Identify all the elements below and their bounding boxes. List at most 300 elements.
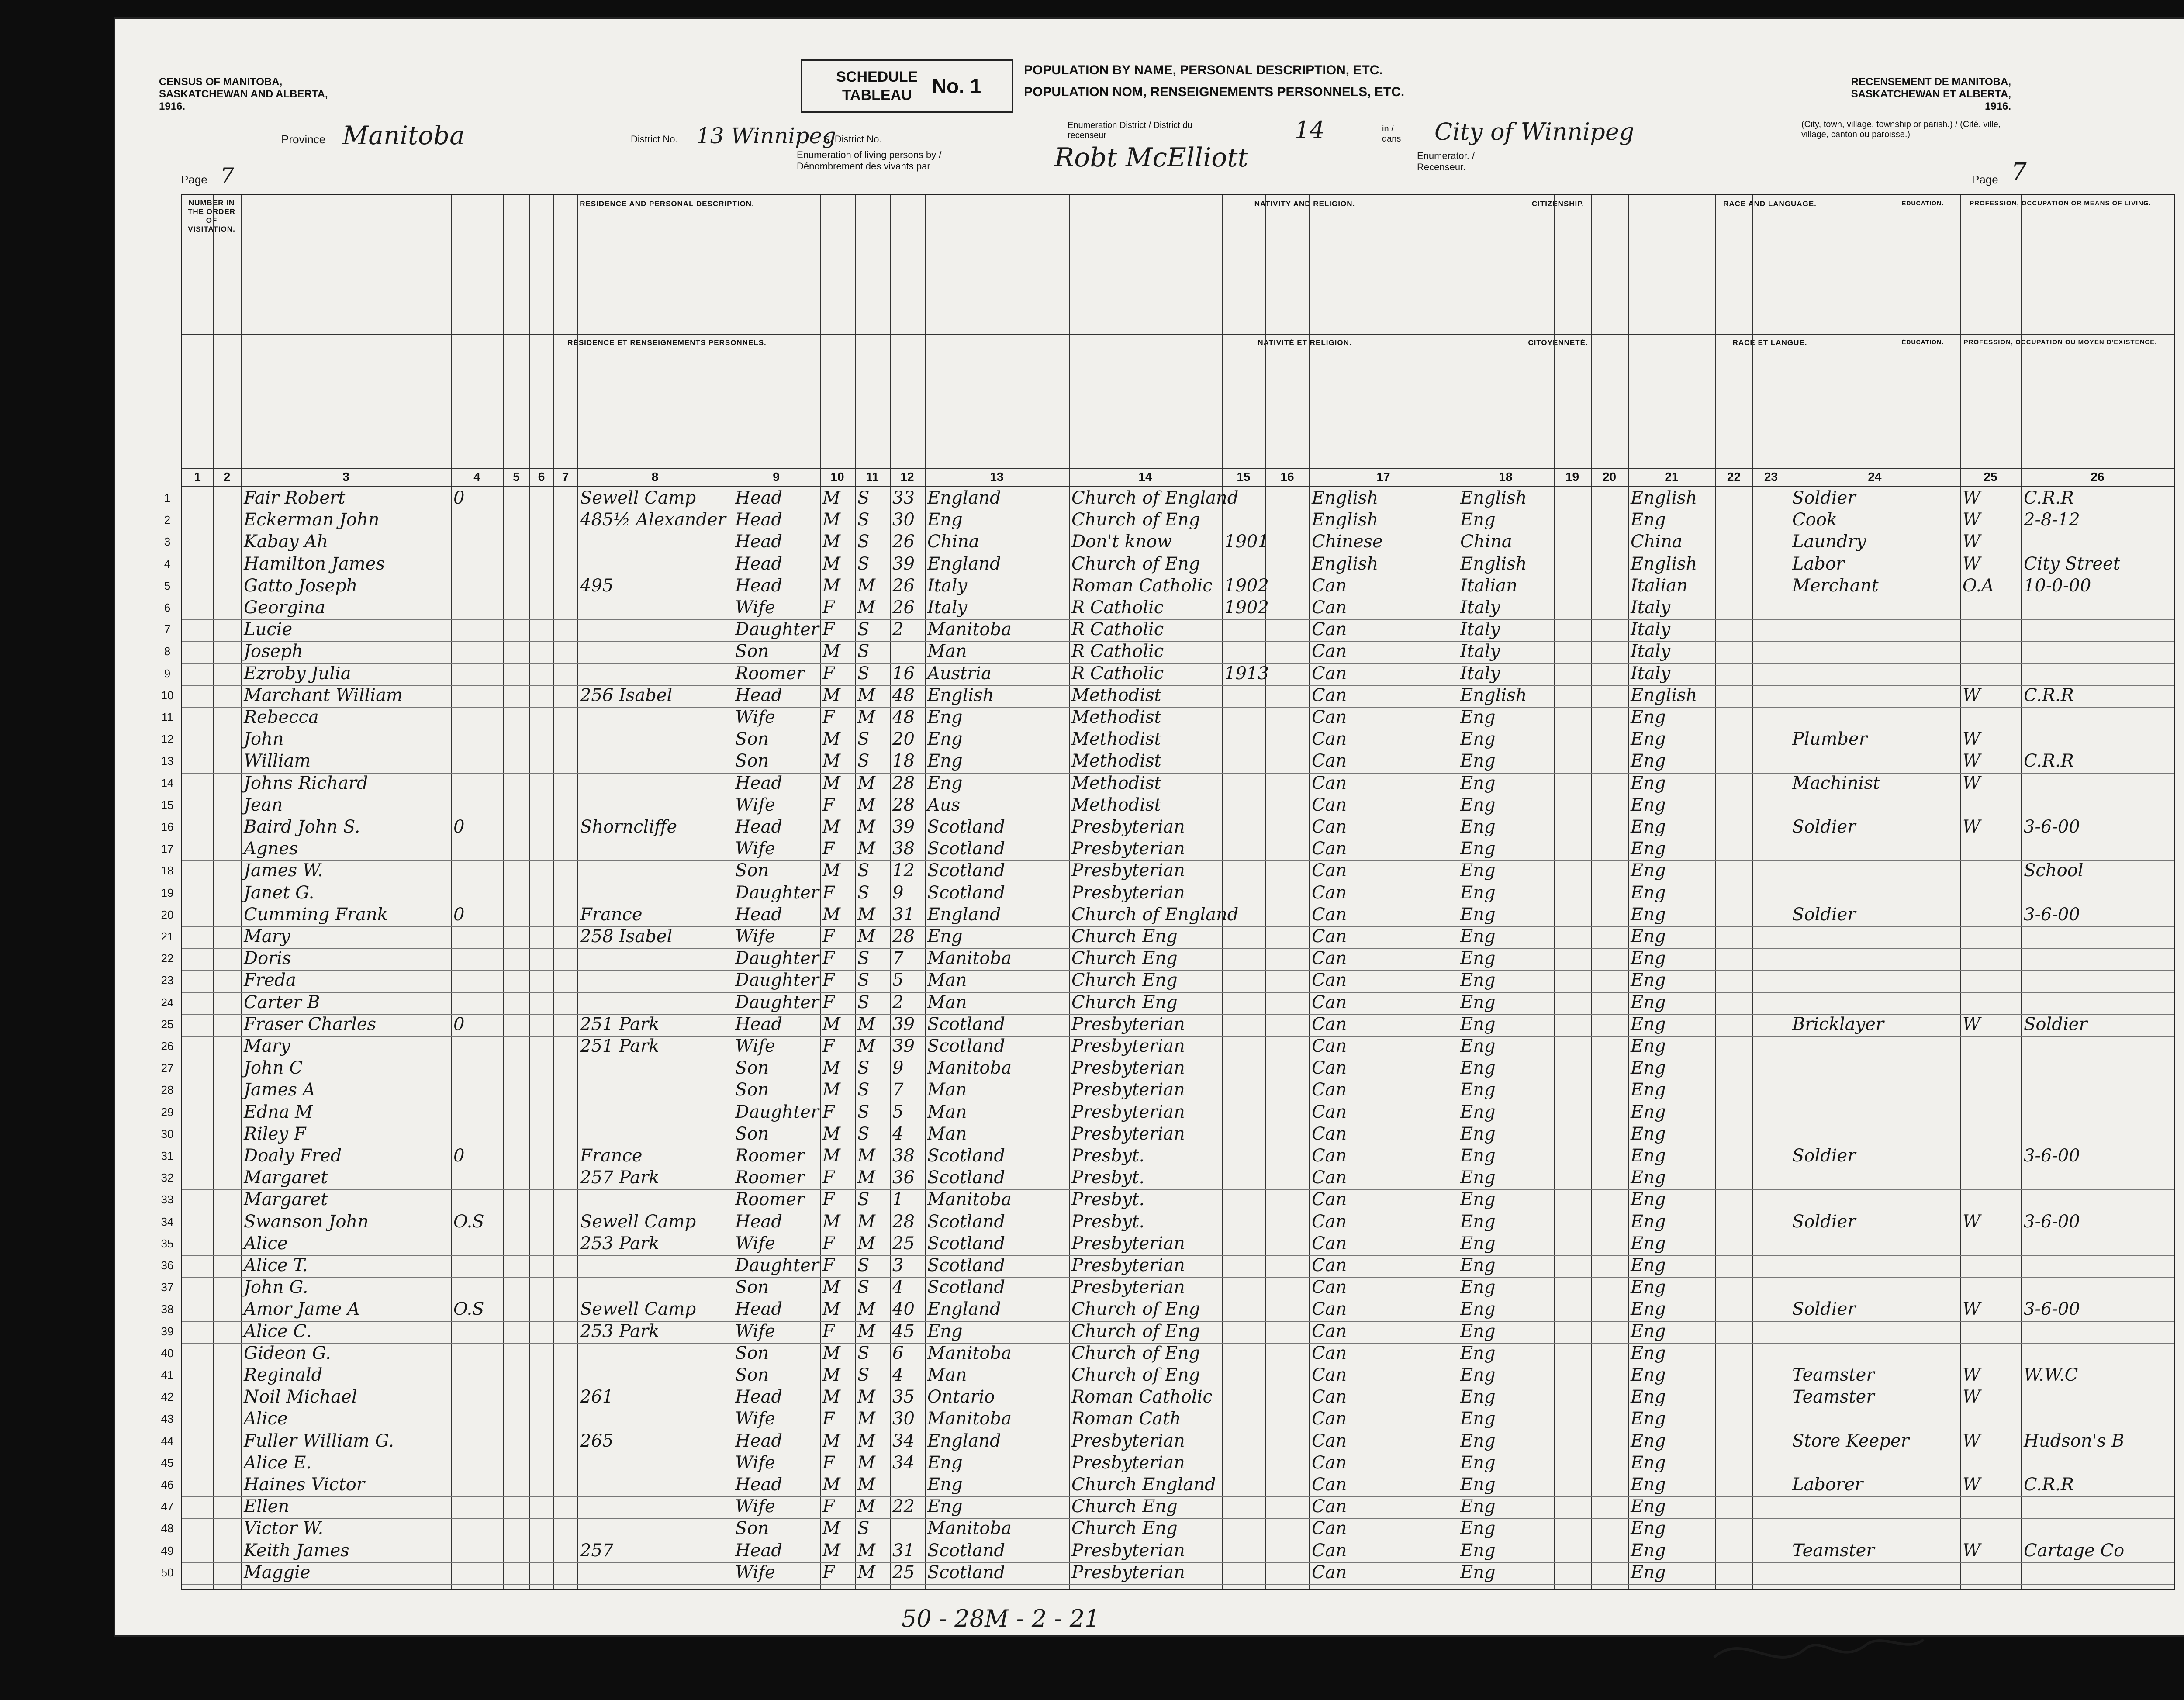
cell-emp: W xyxy=(1963,1430,1981,1451)
cell-sex: F xyxy=(822,1189,835,1210)
cell-wk: C.R.R xyxy=(2024,751,2074,771)
section-education: EDUCATION. xyxy=(1901,200,1944,207)
cell-race: Italy xyxy=(1460,663,1500,684)
cell-rel: Head xyxy=(735,1299,783,1320)
cell-name: Kabay Ah xyxy=(244,532,328,552)
cell-age: 3 xyxy=(892,1255,904,1275)
cell-rel: Head xyxy=(735,1475,783,1495)
cell-race: Eng xyxy=(1460,1321,1496,1341)
page-number-left: 7 xyxy=(220,163,234,189)
line-number: 9 xyxy=(164,667,171,680)
cell-nat: Can xyxy=(1312,882,1347,903)
cell-rel: Son xyxy=(735,1365,769,1385)
line-number: 39 xyxy=(161,1324,174,1338)
cell-relig: Church of Eng xyxy=(1071,553,1200,574)
cell-relig: Presbyterian xyxy=(1071,1277,1185,1298)
cell-nat: Can xyxy=(1312,1211,1347,1232)
cell-race: Eng xyxy=(1460,1211,1496,1232)
cell-relig: R Catholic xyxy=(1071,663,1164,684)
cell-lang: Eng xyxy=(1631,1475,1666,1495)
subtitle-en: POPULATION BY NAME, PERSONAL DESCRIPTION, ETC. xyxy=(1024,63,1383,77)
line-number: 2 xyxy=(164,513,171,527)
cell-age: 39 xyxy=(892,1014,915,1034)
line-number xyxy=(2177,1034,2184,1058)
cell-nat: Can xyxy=(1312,1430,1347,1451)
cell-nat: Can xyxy=(1312,1146,1347,1166)
cell-age: 9 xyxy=(892,882,904,903)
cell-lang: Eng xyxy=(1631,1321,1666,1341)
cell-nat: Can xyxy=(1312,1562,1347,1583)
line-number xyxy=(2177,486,2184,510)
place-value: City of Winnipeg xyxy=(1434,118,1635,145)
cell-birth: Scotland xyxy=(927,839,1005,859)
cell-sex: M xyxy=(822,575,840,596)
table-row xyxy=(164,598,2174,619)
cell-lang: Eng xyxy=(1631,1211,1666,1232)
cell-birth: Man xyxy=(927,992,967,1012)
line-number: 22 xyxy=(161,952,174,965)
line-number: 15 xyxy=(161,798,174,812)
page-label-left: Page xyxy=(181,173,207,186)
cell-lang: Eng xyxy=(1631,1540,1666,1561)
table-row xyxy=(164,510,2174,532)
cell-rel: Wife xyxy=(735,1562,775,1583)
subtitle-fr: POPULATION NOM, RENSEIGNEMENTS PERSONNELS, ETC. xyxy=(1024,85,1405,99)
province-label: Province xyxy=(281,133,326,146)
cell-age: 2 xyxy=(892,619,904,640)
cell-sex: M xyxy=(822,1518,840,1539)
cell-age: 5 xyxy=(892,1102,904,1122)
cell-birth: Man xyxy=(927,1123,967,1144)
cell-name: Ezroby Julia xyxy=(244,663,351,684)
cell-lang: Eng xyxy=(1631,1409,1666,1429)
cell-mar: M xyxy=(857,1036,875,1056)
cell-rel: Daughter xyxy=(735,1255,819,1275)
line-number xyxy=(2177,1451,2184,1475)
cell-age: 40 xyxy=(892,1299,915,1320)
cell-addr: 495 xyxy=(580,575,614,596)
cell-emp: O.A xyxy=(1963,575,1994,596)
cell-wk: Hudson's B xyxy=(2024,1430,2125,1451)
cell-relig: Presbyterian xyxy=(1071,1255,1185,1275)
cell-nat: Can xyxy=(1312,773,1347,793)
cell-relig: Church Eng xyxy=(1071,970,1178,991)
cell-lang: Eng xyxy=(1631,1255,1666,1275)
cell-lang: Eng xyxy=(1631,1518,1666,1539)
cell-occ: Laborer xyxy=(1792,1475,1863,1495)
line-number xyxy=(2177,574,2184,598)
cell-rel: Wife xyxy=(735,926,775,947)
line-number xyxy=(2177,815,2184,839)
cell-age: 1 xyxy=(892,1189,904,1210)
cell-race: Eng xyxy=(1460,1540,1496,1561)
line-number xyxy=(2177,1297,2184,1321)
cell-rel: Son xyxy=(735,1343,769,1363)
cell-sex: F xyxy=(822,926,835,947)
cell-age: 34 xyxy=(892,1452,915,1473)
cell-nat: Can xyxy=(1312,641,1347,662)
cell-lang: Eng xyxy=(1631,1496,1666,1517)
cell-addr: 261 xyxy=(580,1387,614,1407)
cell-mar: M xyxy=(857,1014,875,1034)
cell-rel: Son xyxy=(735,860,769,881)
footer-note: 50 - 28M - 2 - 21 xyxy=(902,1605,1100,1632)
cell-sex: M xyxy=(822,729,840,750)
cell-sex: M xyxy=(822,1080,840,1100)
table-row xyxy=(161,839,2174,860)
cell-relig: Church Eng xyxy=(1071,1518,1178,1539)
cell-relig: Church of Eng xyxy=(1071,1321,1200,1341)
cell-name: Doaly Fred xyxy=(244,1146,342,1166)
cell-birth: England xyxy=(927,553,1001,574)
cell-birth: Scotland xyxy=(927,1540,1005,1561)
cell-rel: Head xyxy=(735,510,783,530)
cell-rel: Son xyxy=(735,1080,769,1100)
cell-imm: 1902 xyxy=(1224,598,1269,618)
cell-age: 34 xyxy=(892,1430,915,1451)
table-row xyxy=(161,992,2174,1014)
cell-relig: Presbyterian xyxy=(1071,1452,1185,1473)
cell-occ: Bricklayer xyxy=(1792,1014,1884,1034)
section-citizenship-fr: CITOYENNETÉ. xyxy=(1528,339,1588,347)
cell-rel: Son xyxy=(735,729,769,750)
cell-sex: F xyxy=(822,598,835,618)
cell-nat: Can xyxy=(1312,1496,1347,1517)
cell-addr: 256 Isabel xyxy=(580,685,673,705)
cell-lang: Eng xyxy=(1631,751,1666,771)
section-citizenship: CITIZENSHIP. xyxy=(1531,200,1585,208)
cell-emp: W xyxy=(1963,510,1981,530)
cell-race: English xyxy=(1460,685,1527,705)
cell-age: 30 xyxy=(892,510,915,530)
cell-nat: Can xyxy=(1312,860,1347,881)
cell-occ: Laundry xyxy=(1792,532,1866,552)
line-number: 8 xyxy=(164,645,171,658)
cell-nat: Can xyxy=(1312,1452,1347,1473)
cell-birth: Manitoba xyxy=(927,1518,1012,1539)
cell-addr: France xyxy=(580,1146,643,1166)
cell-age: 25 xyxy=(892,1562,915,1583)
cell-lang: Italian xyxy=(1631,575,1688,596)
cell-nat: Can xyxy=(1312,1123,1347,1144)
cell-mar: M xyxy=(857,598,875,618)
table-row xyxy=(161,1518,2174,1540)
line-number: 5 xyxy=(164,579,171,592)
cell-wk: Soldier xyxy=(2024,1014,2087,1034)
cell-lang: Italy xyxy=(1631,619,1671,640)
line-number: 3 xyxy=(164,535,171,549)
cell-nat: Can xyxy=(1312,619,1347,640)
cell-name: Haines Victor xyxy=(244,1475,365,1495)
cell-nat: Can xyxy=(1312,685,1347,705)
cell-lang: Eng xyxy=(1631,817,1666,837)
cell-race: Eng xyxy=(1460,1058,1496,1078)
cell-addr: 253 Park xyxy=(580,1321,660,1341)
cell-name: Keith James xyxy=(244,1540,349,1561)
cell-lang: Eng xyxy=(1631,1058,1666,1078)
cell-relig: Methodist xyxy=(1071,773,1161,793)
cell-name: John xyxy=(244,729,284,750)
cell-relig: Church of Eng xyxy=(1071,510,1200,530)
section-race: RACE AND LANGUAGE. xyxy=(1723,200,1817,208)
cell-birth: China xyxy=(927,532,979,552)
cell-lang: Eng xyxy=(1631,1123,1666,1144)
cell-wk: 10-0-00 xyxy=(2024,575,2091,596)
cell-race: Eng xyxy=(1460,1387,1496,1407)
cell-name: Alice C. xyxy=(244,1321,312,1341)
cell-sex: M xyxy=(822,1475,840,1495)
cell-sex: F xyxy=(822,948,835,969)
sub-district-label: S. District No. xyxy=(823,134,882,145)
line-number: 31 xyxy=(161,1149,174,1162)
cell-rel: Daughter xyxy=(735,970,819,991)
line-number xyxy=(2177,727,2184,751)
cell-nat: Can xyxy=(1312,1036,1347,1056)
cell-nat: Can xyxy=(1312,1321,1347,1341)
cell-relig: Presbyt. xyxy=(1071,1168,1145,1188)
cell-name: Riley F xyxy=(244,1123,306,1144)
census-title-en: CENSUS OF MANITOBA, SASKATCHEWAN AND ALBERTA, 1916. xyxy=(159,76,328,112)
cell-mar: S xyxy=(857,1255,870,1275)
cell-rel: Head xyxy=(735,904,783,925)
cell-mar: M xyxy=(857,1211,875,1232)
cell-birth: Manitoba xyxy=(927,1343,1012,1363)
cell-addr: 251 Park xyxy=(580,1014,660,1034)
cell-addr: 257 xyxy=(580,1540,614,1561)
line-number: 14 xyxy=(161,776,174,790)
cell-name: Gideon G. xyxy=(244,1343,331,1363)
cell-rel: Head xyxy=(735,685,783,705)
cell-nat: Can xyxy=(1312,1518,1347,1539)
enum-district-value: 14 xyxy=(1295,116,1325,144)
line-number: 23 xyxy=(161,974,174,987)
table-row xyxy=(161,1475,2174,1496)
cell-sex: F xyxy=(822,992,835,1012)
cell-wk: C.R.R xyxy=(2024,1475,2074,1495)
cell-age: 31 xyxy=(892,1540,915,1561)
cell-birth: Ontario xyxy=(927,1387,995,1407)
cell-race: Eng xyxy=(1460,817,1496,837)
cell-name: Amor Jame A xyxy=(244,1299,360,1320)
table-row xyxy=(164,619,2174,641)
cell-birth: Austria xyxy=(927,663,992,684)
table-row xyxy=(161,1343,2174,1365)
line-number xyxy=(2177,1232,2184,1256)
line-number xyxy=(2177,705,2184,729)
cell-nat: Can xyxy=(1312,948,1347,969)
cell-lang: Eng xyxy=(1631,860,1666,881)
table-row xyxy=(164,488,2174,510)
column-number: 1 xyxy=(194,470,201,484)
cell-rel: Wife xyxy=(735,1233,775,1254)
cell-birth: Manitoba xyxy=(927,948,1012,969)
cell-name: Edna M xyxy=(244,1102,313,1122)
cell-sex: M xyxy=(822,1277,840,1298)
cell-birth: Eng xyxy=(927,773,963,793)
line-number: 50 xyxy=(161,1565,174,1579)
table-row xyxy=(161,1277,2174,1299)
cell-age: 5 xyxy=(892,970,904,991)
cell-occ: Teamster xyxy=(1792,1540,1875,1561)
cell-race: Eng xyxy=(1460,1080,1496,1100)
cell-race: Eng xyxy=(1460,1233,1496,1254)
cell-birth: Scotland xyxy=(927,1036,1005,1056)
cell-name: Ellen xyxy=(244,1496,290,1517)
line-number: 29 xyxy=(161,1105,174,1119)
cell-lang: Eng xyxy=(1631,1014,1666,1034)
cell-sex: M xyxy=(822,488,840,508)
district-label: District No. xyxy=(631,134,678,145)
column-number: 4 xyxy=(473,470,480,484)
line-number: 28 xyxy=(161,1083,174,1097)
cell-name: Baird John S. xyxy=(244,817,360,837)
cell-relig: Presbyterian xyxy=(1071,1036,1185,1056)
column-number: 7 xyxy=(562,470,569,484)
enumerated-label: Enumeration of living persons by / Dénombrement des vivants par xyxy=(797,149,942,172)
cell-rel: Head xyxy=(735,575,783,596)
cell-rel: Wife xyxy=(735,1409,775,1429)
cell-nat: Can xyxy=(1312,1409,1347,1429)
cell-race: Italy xyxy=(1460,641,1500,662)
line-number: 13 xyxy=(161,754,174,768)
enumerator-label: Enumerator. / Recenseur. xyxy=(1417,150,1475,173)
line-number: 27 xyxy=(161,1061,174,1075)
cell-wk: 3-6-00 xyxy=(2024,1299,2080,1320)
cell-age: 35 xyxy=(892,1387,915,1407)
cell-mar: M xyxy=(857,795,875,815)
cell-sex: F xyxy=(822,1102,835,1122)
cell-rel: Roomer xyxy=(735,1168,805,1188)
cell-occ: Soldier xyxy=(1792,488,1856,508)
cell-lang: Eng xyxy=(1631,1365,1666,1385)
line-number xyxy=(2177,1561,2184,1585)
cell-rel: Head xyxy=(735,532,783,552)
cell-mar: M xyxy=(857,1409,875,1429)
cell-name: Fraser Charles xyxy=(244,1014,377,1034)
cell-relig: Presbyterian xyxy=(1071,839,1185,859)
cell-mar: S xyxy=(857,1343,870,1363)
table-row xyxy=(161,1102,2174,1124)
cell-sex: M xyxy=(822,1014,840,1034)
cell-relig: Church England xyxy=(1071,1475,1216,1495)
cell-relig: Presbyterian xyxy=(1071,1058,1185,1078)
census-title-fr: RECENSEMENT DE MANITOBA, SASKATCHEWAN ET ALBERTA, 1916. xyxy=(1851,76,2011,112)
cell-occ: Plumber xyxy=(1792,729,1867,750)
cell-lang: China xyxy=(1631,532,1683,552)
section-residence-fr: RÉSIDENCE ET RENSEIGNEMENTS PERSONNELS. xyxy=(567,339,767,347)
cell-rel: Daughter xyxy=(735,948,819,969)
line-number xyxy=(2177,837,2184,861)
cell-age: 28 xyxy=(892,926,915,947)
cell-nat: Can xyxy=(1312,663,1347,684)
cell-lang: Eng xyxy=(1631,1146,1666,1166)
cell-race: Italy xyxy=(1460,598,1500,618)
cell-race: Eng xyxy=(1460,1343,1496,1363)
cell-birth: Eng xyxy=(927,1321,963,1341)
cell-name: Margaret xyxy=(244,1168,328,1188)
cell-age: 26 xyxy=(892,532,915,552)
cell-relig: Methodist xyxy=(1071,795,1161,815)
table-row xyxy=(161,1014,2174,1036)
line-number xyxy=(2177,1254,2184,1278)
cell-mar: S xyxy=(857,1102,870,1122)
column-number: 3 xyxy=(342,470,349,484)
cell-wk: W.W.C xyxy=(2024,1365,2078,1385)
table-row xyxy=(161,1562,2174,1584)
column-number: 20 xyxy=(1602,470,1617,484)
cell-sex: M xyxy=(822,1365,840,1385)
line-number: 18 xyxy=(161,864,174,878)
cell-rel: Head xyxy=(735,1211,783,1232)
line-number: 35 xyxy=(161,1237,174,1250)
cell-nat: Can xyxy=(1312,1540,1347,1561)
cell-wk: C.R.R xyxy=(2024,685,2074,705)
cell-name: John C xyxy=(244,1058,303,1078)
cell-birth: Eng xyxy=(927,707,963,727)
cell-name: William xyxy=(244,751,311,771)
cell-rel: Son xyxy=(735,751,769,771)
line-number xyxy=(2177,903,2184,927)
cell-birth: Scotland xyxy=(927,1211,1005,1232)
cell-age: 2 xyxy=(892,992,904,1012)
cell-relig: Roman Catholic xyxy=(1071,575,1213,596)
cell-occ: Merchant xyxy=(1792,575,1879,596)
cell-name: Mary xyxy=(244,926,290,947)
cell-rel: Head xyxy=(735,1430,783,1451)
cell-rel: Daughter xyxy=(735,992,819,1012)
cell-name: Agnes xyxy=(244,839,298,859)
cell-relig: Presbyterian xyxy=(1071,1233,1185,1254)
line-number: 37 xyxy=(161,1281,174,1294)
cell-sex: F xyxy=(822,795,835,815)
cell-mar: M xyxy=(857,1146,875,1166)
cell-nat: Can xyxy=(1312,1387,1347,1407)
cell-rel: Wife xyxy=(735,1452,775,1473)
cell-emp: W xyxy=(1963,488,1981,508)
cell-sex: M xyxy=(822,773,840,793)
line-number xyxy=(2177,925,2184,949)
province-value: Manitoba xyxy=(342,121,465,150)
cell-race: Eng xyxy=(1460,751,1496,771)
cell-nat: Can xyxy=(1312,1255,1347,1275)
cell-lang: Eng xyxy=(1631,926,1666,947)
cell-svc: O.S xyxy=(453,1299,484,1320)
cell-birth: Man xyxy=(927,1365,967,1385)
line-number xyxy=(2177,1320,2184,1344)
cell-race: Eng xyxy=(1460,1475,1496,1495)
cell-race: Eng xyxy=(1460,882,1496,903)
cell-relig: Roman Catholic xyxy=(1071,1387,1213,1407)
line-number xyxy=(2177,662,2184,686)
cell-mar: S xyxy=(857,1277,870,1298)
cell-sex: M xyxy=(822,532,840,552)
cell-imm: 1913 xyxy=(1224,663,1269,684)
cell-addr: Sewell Camp xyxy=(580,1299,696,1320)
cell-mar: S xyxy=(857,729,870,750)
table-row xyxy=(164,641,2174,663)
cell-rel: Daughter xyxy=(735,1102,819,1122)
cell-age: 26 xyxy=(892,575,915,596)
cell-occ: Teamster xyxy=(1792,1387,1875,1407)
cell-nat: Can xyxy=(1312,729,1347,750)
cell-lang: English xyxy=(1631,488,1697,508)
cell-emp: W xyxy=(1963,1211,1981,1232)
line-number: 49 xyxy=(161,1544,174,1557)
cell-birth: Scotland xyxy=(927,1014,1005,1034)
cell-name: Georgina xyxy=(244,598,325,618)
cell-age: 4 xyxy=(892,1123,904,1144)
cell-sex: F xyxy=(822,1562,835,1583)
